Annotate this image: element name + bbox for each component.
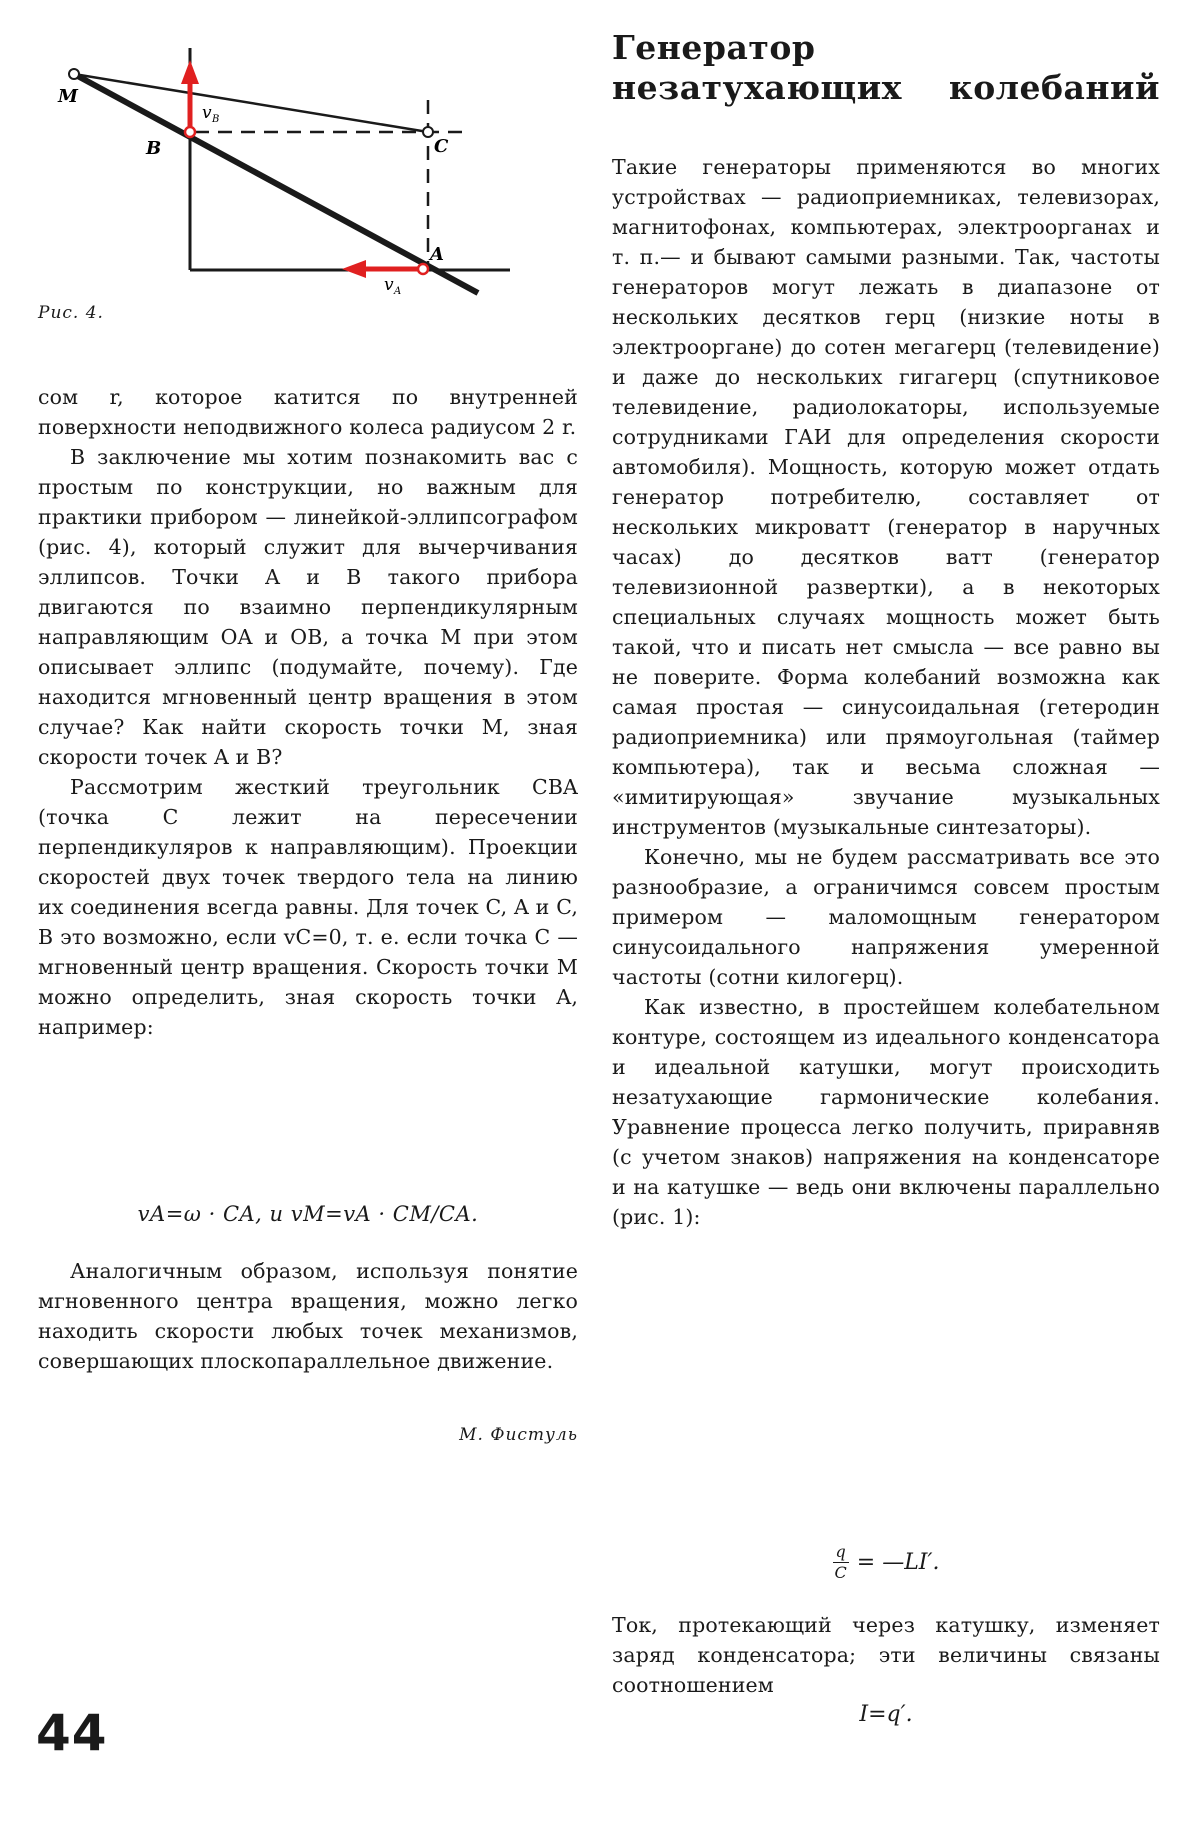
- right-text-block: [612, 152, 1160, 1232]
- left-paragraph-4: Аналогичным образом, используя понятие мгновенного центра вращения, можно легко находить скорости любых точек механизмов, совершающих плоскопараллельное движение.: [38, 1259, 578, 1373]
- right-paragraph-4: Ток, протекающий через катушку, изменяет заряд конденсатора; эти величины связаны соотношением: [612, 1613, 1160, 1697]
- label-vb-sub: B: [212, 114, 220, 125]
- formula-qc: [612, 1542, 1160, 1583]
- author-signature: М. Фистуль: [459, 1425, 578, 1445]
- left-text-block: [38, 382, 578, 1042]
- right-paragraph-1: Такие генераторы применяются во многих устройствах — радиоприемниках, телевизорах, магнитофонах, компьютерах, электроорганах и т. п.— и бывают самыми разными. Так, частоты генераторов могут лежать в диапазоне от нескольких десятков герц (низкие ноты в электрооргане) до сотен мегагерц (телевидение) и даже до нескольких гигагерц (спутниковое телевидение, радиолокаторы, используемые сотрудниками ГАИ для определения скорости автомобиля). Мощность, которую может отдать генератор потребителю, составляет от нескольких микроватт (генератор в наручных часах) до десятков ватт (генератор телевизионной развертки), а в некоторых специальных случаях мощность может быть такой, что и писать нет смысла — все равно вы не поверите. Форма колебаний возможна как самая простая — синусоидальная (гетеродин радиоприемника) или прямоугольная (таймер компьютера), так и весьма сложная — «имитирующая» звучание музыкальных инструментов (музыкальные синтезаторы).: [612, 155, 1160, 839]
- article-title: [612, 28, 1160, 108]
- point-a: [418, 264, 428, 274]
- velocity-arrow-b: [181, 60, 199, 132]
- velocity-arrow-a: [342, 260, 423, 278]
- label-c: C: [434, 136, 449, 157]
- formula-current: I=q′.: [859, 1702, 913, 1727]
- formula-qc-rest: = —LI′.: [856, 1550, 940, 1575]
- fraction-q-over-c: [833, 1542, 849, 1583]
- right-paragraph-2: Конечно, мы не будем рассматривать все это разнообразие, а ограничимся совсем простым примером — маломощным генератором синусоидального напряжения умеренной частоты (сотни килогерц).: [612, 845, 1160, 989]
- right-text-block-2: [612, 1610, 1160, 1700]
- left-text-block-2: [38, 1256, 578, 1376]
- left-paragraph-2: В заключение мы хотим познакомить вас с простым по конструкции, но важным для практики прибором — линейкой-эллипсографом (рис. 4), который служит для вычерчивания эллипсов. Точки A и B такого прибора двигаются по взаимно перпендикулярным направляющим OA и OB, а точка M при этом описывает эллипс (подумайте, почему). Где находится мгновенный центр вращения в этом случае? Как найти скорость точки M, зная скорости точек A и B?: [38, 445, 578, 769]
- title-word-2: колебаний: [948, 68, 1160, 107]
- left-paragraph-3: Рассмотрим жесткий треугольник CBA (точка C лежит на пересечении перпендикуляров к направляющим). Проекции скоростей двух точек твердого тела на линию их соединения всегда равны. Для точек C, A и C, B это возможно, если vC=0, т. е. если точка C — мгновенный центр вращения. Скорость точки M можно определить, зная скорость точки A, например:: [38, 775, 578, 1039]
- formula-velocity: vA=ω · CA, и vM=vA · CM/CA.: [137, 1202, 479, 1226]
- fraction-denominator: C: [834, 1563, 847, 1582]
- title-word-1: незатухающих: [612, 68, 902, 107]
- page-number: 44: [36, 1704, 108, 1762]
- label-a: A: [430, 244, 444, 265]
- title-line-1: Генератор: [612, 28, 816, 67]
- left-paragraph-1: сом r, которое катится по внутренней поверхности неподвижного колеса радиусом 2 r.: [38, 385, 578, 439]
- ellipsograph-figure: [30, 40, 530, 350]
- label-b: B: [146, 138, 162, 159]
- point-c: [423, 127, 433, 137]
- title-line-2: [612, 68, 1160, 108]
- point-m: [69, 69, 79, 79]
- right-paragraph-3: Как известно, в простейшем колебательном контуре, состоящем из идеального конденсатора и идеальной катушки, могут происходить незатухающие гармонические колебания. Уравнение процесса легко получить, приравняв (с учетом знаков) напряжения на конденсаторе и на катушке — ведь они включены параллельно (рис. 1):: [612, 995, 1160, 1229]
- label-va-sub: A: [394, 286, 402, 297]
- label-vb: v: [202, 103, 212, 123]
- label-va: v: [384, 275, 394, 295]
- figure-caption: Рис. 4.: [38, 303, 104, 323]
- fraction-numerator: q: [833, 1542, 849, 1563]
- label-m: M: [58, 86, 78, 107]
- point-b: [185, 127, 195, 137]
